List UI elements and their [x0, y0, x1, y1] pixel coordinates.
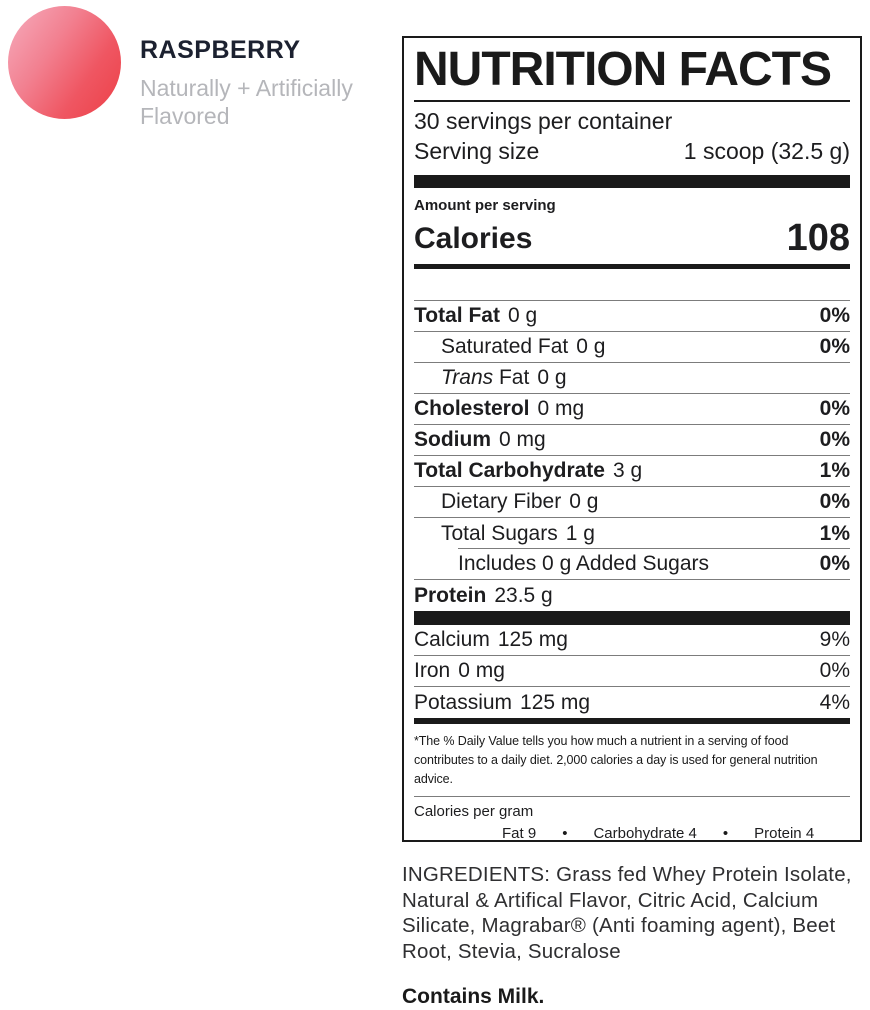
- nutrient-row-total-fat: Total Fat 0 g 0%: [414, 301, 850, 332]
- mineral-row-potassium: Potassium 125 mg 4%: [414, 690, 850, 714]
- nutrition-facts-panel: [402, 36, 862, 842]
- cpg-carbohydrate: Carbohydrate 4: [593, 825, 697, 842]
- calories-row: [414, 215, 850, 257]
- servings-per-container: 30 servings per container: [414, 108, 673, 134]
- bullet-separator: •: [722, 825, 729, 842]
- flavor-name: RASPBERRY: [140, 36, 301, 64]
- nutrient-row-cholesterol: Cholesterol 0 mg 0%: [414, 394, 850, 425]
- nutrient-row-protein: Protein 23.5 g: [414, 583, 553, 607]
- amount-per-serving-label: Amount per serving: [414, 197, 556, 214]
- flavor-color-swatch: [8, 6, 121, 119]
- ingredients-text: INGREDIENTS: Grass fed Whey Protein Isolate, Natural & Artifical Flavor, Citric Acid, Calcium Silicate, Magrabar® (Anti foaming agent), Beet Root, Stevia, Sucralose: [402, 863, 852, 963]
- serving-size-row: [414, 136, 850, 166]
- daily-value-spacer: [414, 269, 850, 300]
- calories-per-gram-items: [414, 825, 850, 842]
- nutrient-row-dietary-fiber: Dietary Fiber 0 g 0%: [414, 487, 850, 518]
- nutrient-row-added-sugars: Includes 0 g Added Sugars 0%: [414, 549, 850, 580]
- thick-divider-protein: [414, 611, 850, 625]
- medium-divider-minerals: [414, 718, 850, 724]
- calories-label: Calories: [414, 222, 533, 255]
- flavor-header: [140, 36, 390, 130]
- calories-value: 108: [786, 217, 850, 259]
- mineral-row-iron: Iron 0 mg 0%: [414, 656, 850, 687]
- serving-size-label: Serving size: [414, 138, 540, 164]
- cpg-fat: Fat 9: [502, 825, 537, 842]
- nutrient-row-total-sugars: Total Sugars 1 g 1%: [441, 521, 850, 545]
- thick-divider-top: [414, 175, 850, 188]
- daily-value-footnote: *The % Daily Value tells you how much a nutrient in a serving of food contributes to a daily diet. 2,000 calories a day is used for general nutrition advice.: [414, 734, 818, 786]
- bullet-separator: •: [562, 825, 568, 842]
- nutrient-row-sodium: Sodium 0 mg 0%: [414, 425, 850, 456]
- allergen-statement: Contains Milk.: [402, 985, 545, 1008]
- calories-per-gram-label: Calories per gram: [414, 803, 534, 820]
- mineral-row-calcium: Calcium 125 mg 9%: [414, 625, 850, 656]
- nutrition-facts-title: NUTRITION FACTS: [414, 43, 831, 96]
- cpg-protein: Protein 4: [754, 825, 815, 842]
- flavor-subtitle: Naturally + Artificially Flavored: [140, 75, 353, 129]
- nutrient-row-total-carbohydrate: Total Carbohydrate 3 g 1%: [414, 456, 850, 487]
- nutrient-row-trans-fat: Trans Fat 0 g: [414, 363, 850, 394]
- serving-size-value: 1 scoop (32.5 g): [683, 138, 850, 164]
- rule-above-calories-per-gram: [414, 796, 850, 797]
- nutrient-row-saturated-fat: Saturated Fat 0 g 0%: [414, 332, 850, 363]
- title-divider: [414, 100, 850, 102]
